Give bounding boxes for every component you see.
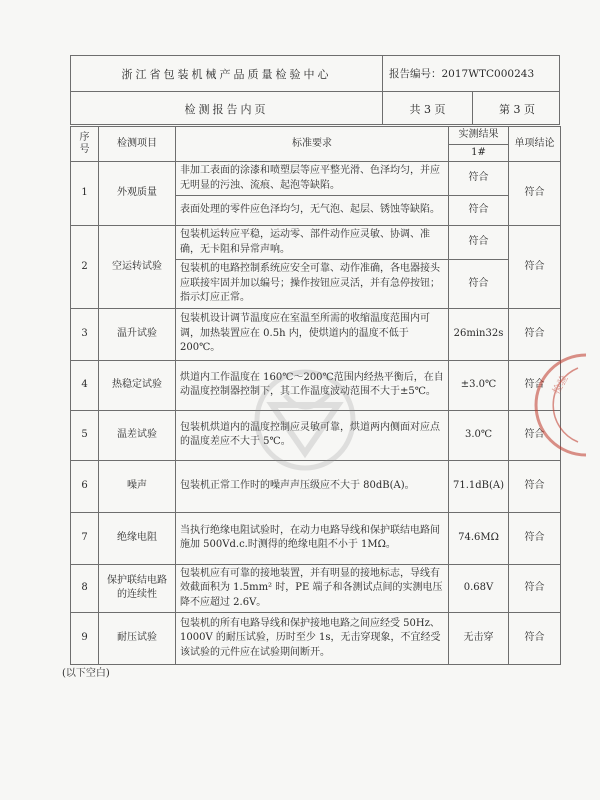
header-row-2 xyxy=(71,92,559,125)
row-result: 3.0℃ xyxy=(449,410,509,460)
col-standard-header: 标准要求 xyxy=(176,127,449,162)
row-standard: 包装机的电路控制系统应安全可靠、动作准确，各电器接头应联接牢固并加以编号；操作按钮应灵活，并有急停按钮；指示灯应正常。 xyxy=(176,260,449,309)
row-conclusion: 符合 xyxy=(509,226,561,309)
row-item: 温升试验 xyxy=(99,308,176,360)
page-title: 检测报告内页 xyxy=(71,92,383,125)
row-item: 外观质量 xyxy=(99,162,176,226)
row-item: 保护联结电路的连续性 xyxy=(99,564,176,613)
row-standard: 包装机烘道内的温度控制应灵敏可靠，烘道两内侧面对应点的温度差应不大于 5℃。 xyxy=(176,410,449,460)
row-standard: 包装机的所有电路导线和保护接地电路之间应经受 50Hz、1000V 的耐压试验，历时至少 1s，无击穿现象，不宜经受该试验的元件应在试验期间断开。 xyxy=(176,613,449,665)
row-conclusion: 符合 xyxy=(509,410,561,460)
row-seq: 6 xyxy=(71,460,99,512)
row-standard: 当执行绝缘电阻试验时，在动力电路导线和保护联结电路间施加 500Vd.c.时测得的绝缘电阻不小于 1MΩ。 xyxy=(176,512,449,564)
row-conclusion: 符合 xyxy=(509,512,561,564)
row-result: 符合 xyxy=(449,162,509,196)
row-item: 热稳定试验 xyxy=(99,360,176,410)
row-result: 无击穿 xyxy=(449,613,509,665)
row-seq: 7 xyxy=(71,512,99,564)
row-result: 0.68V xyxy=(449,564,509,613)
row-result: 符合 xyxy=(449,226,509,260)
current-page: 第 3 页 xyxy=(499,102,535,116)
row-standard: 包装机设计调节温度应在室温至所需的收缩温度范围内可调，加热装置应在 0.5h 内，使烘道内的温度不低于 200℃。 xyxy=(176,308,449,360)
report-header xyxy=(70,55,560,125)
report-number: 报告编号：2017WTC000243 xyxy=(389,68,535,80)
row-seq: 4 xyxy=(71,360,99,410)
table-row xyxy=(71,512,561,564)
row-standard: 非加工表面的涂漆和喷塑层等应平整光滑、色泽均匀，并应无明显的污浊、流痕、起泡等缺陷。 xyxy=(176,162,449,196)
row-standard: 包装机正常工作时的噪声声压级应不大于 80dB(A)。 xyxy=(176,460,449,512)
row-seq: 1 xyxy=(71,162,99,226)
row-standard: 包装机运转应平稳，运动零、部件动作应灵敏、协调、准确，无卡阻和异常声响。 xyxy=(176,226,449,260)
col-result-subheader: 1# xyxy=(449,144,509,162)
col-result-header: 实测结果 xyxy=(449,127,509,145)
svg-text:检验: 检验 xyxy=(551,373,571,397)
col-item-header: 检测项目 xyxy=(99,127,176,162)
table-row xyxy=(71,564,561,613)
row-conclusion: 符合 xyxy=(509,308,561,360)
row-item: 温差试验 xyxy=(99,410,176,460)
row-conclusion: 符合 xyxy=(509,162,561,226)
row-seq: 9 xyxy=(71,613,99,665)
row-result: 26min32s xyxy=(449,308,509,360)
row-result: 74.6MΩ xyxy=(449,512,509,564)
row-conclusion: 符合 xyxy=(509,360,561,410)
row-item: 噪声 xyxy=(99,460,176,512)
row-standard: 包装机应有可靠的接地装置，并有明显的接地标志，导线有效截面积为 1.5mm² 时，PE 端子和各测试点间的实测电压降不应超过 2.6V。 xyxy=(176,564,449,613)
table-row xyxy=(71,162,561,196)
row-item: 耐压试验 xyxy=(99,613,176,665)
row-seq: 8 xyxy=(71,564,99,613)
red-seal-stamp-icon xyxy=(528,350,588,460)
end-of-content-note: (以下空白) xyxy=(62,668,110,679)
row-item: 绝缘电阻 xyxy=(99,512,176,564)
col-conclusion-header: 单项结论 xyxy=(509,127,561,162)
table-row xyxy=(71,613,561,665)
table-row xyxy=(71,308,561,360)
center-emblem-watermark-icon xyxy=(250,365,360,475)
row-result: 符合 xyxy=(449,196,509,226)
row-seq: 3 xyxy=(71,308,99,360)
row-result: 符合 xyxy=(449,260,509,309)
row-standard: 烘道内工作温度在 160℃～200℃范围内经热平衡后，在自动温度控制器控制下，其工作温度波动范围不大于±5℃。 xyxy=(176,360,449,410)
row-result: ±3.0℃ xyxy=(449,360,509,410)
row-conclusion: 符合 xyxy=(509,564,561,613)
row-seq: 2 xyxy=(71,226,99,309)
row-standard: 表面处理的零件应色泽均匀，无气泡、起层、锈蚀等缺陷。 xyxy=(176,196,449,226)
row-seq: 5 xyxy=(71,410,99,460)
row-result: 71.1dB(A) xyxy=(449,460,509,512)
table-row xyxy=(71,226,561,260)
total-pages: 共 3 页 xyxy=(383,92,473,125)
center-name: 浙江省包装机械产品质量检验中心 xyxy=(71,56,383,91)
header-row-1 xyxy=(71,56,559,92)
col-seq-header: 序号 xyxy=(71,127,99,162)
row-item: 空运转试验 xyxy=(99,226,176,309)
row-conclusion: 符合 xyxy=(509,613,561,665)
row-conclusion: 符合 xyxy=(509,460,561,512)
